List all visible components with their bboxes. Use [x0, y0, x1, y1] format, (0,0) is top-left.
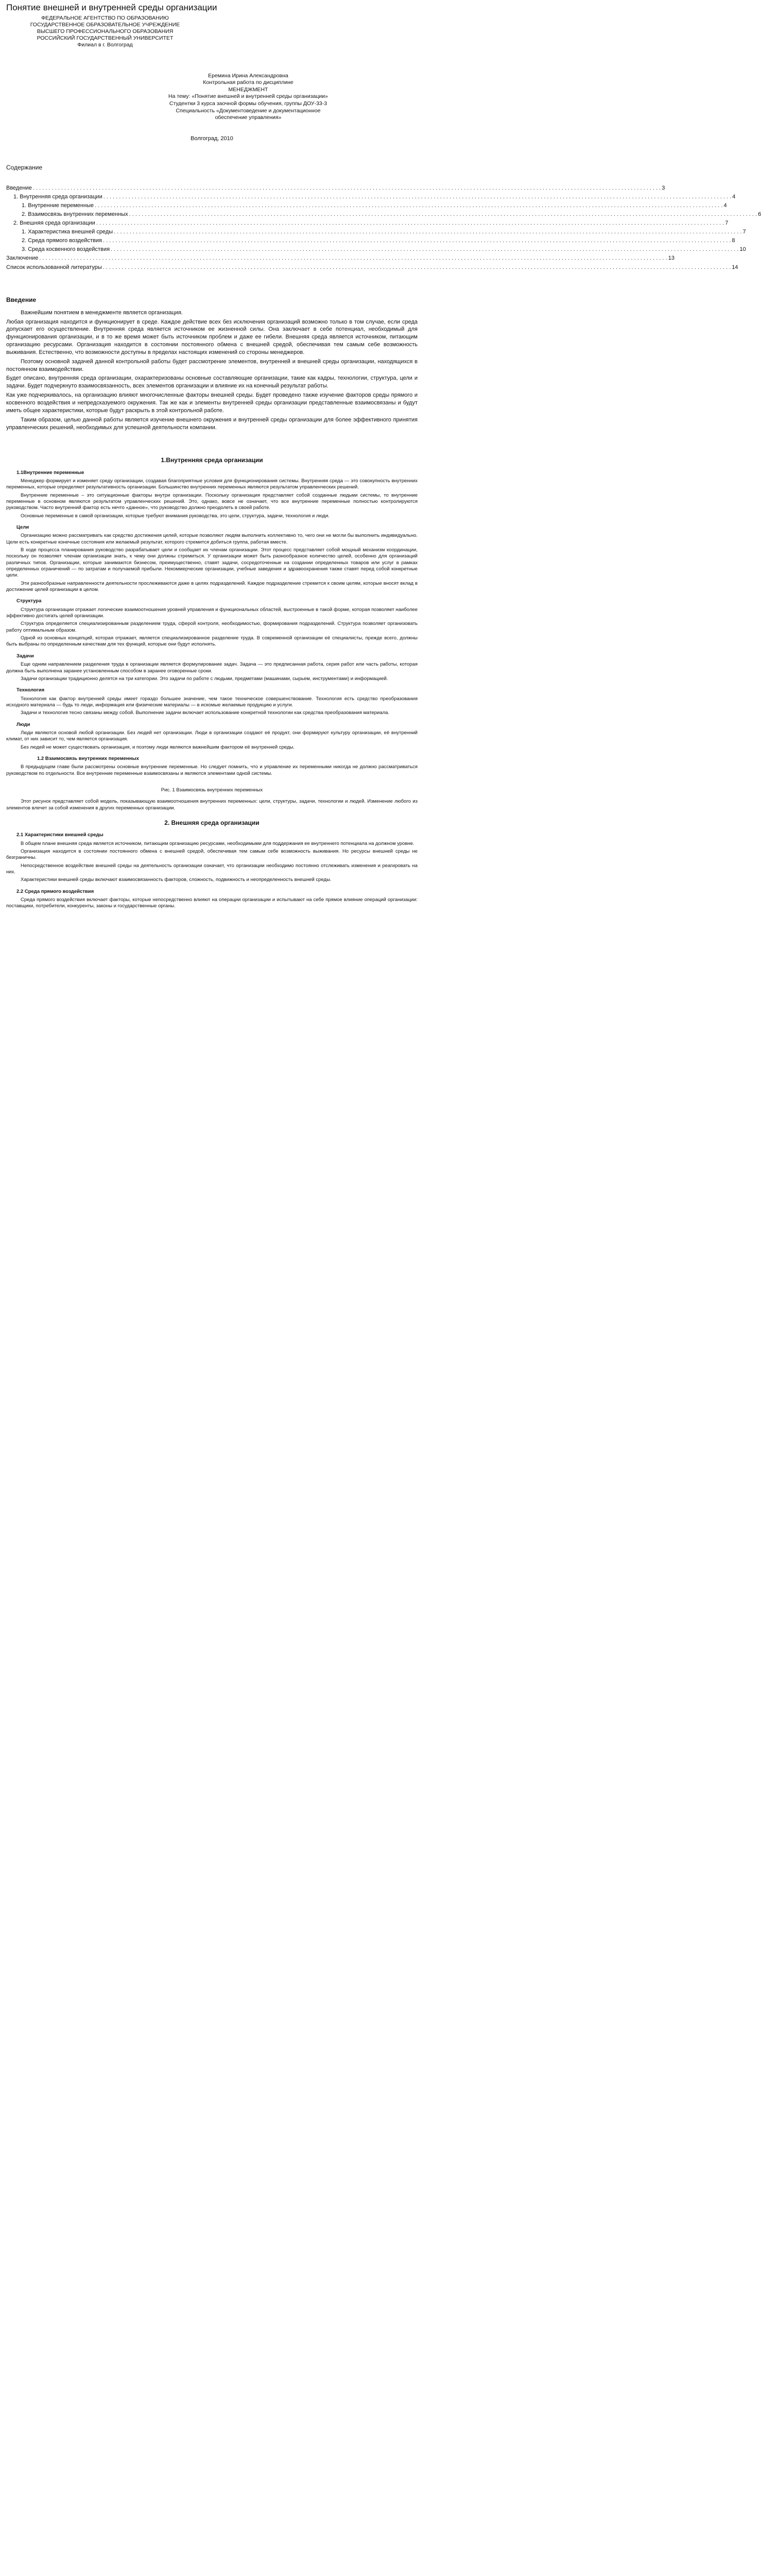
work-topic: На тему: «Понятие внешней и внутренней среды организации» [168, 93, 328, 100]
specialty-line: обеспечение управления» [215, 114, 282, 121]
toc-item[interactable] [6, 254, 674, 263]
toc-leader-dots: . . . . . . . . . . . . . . . . . . . . . . . . . . . . . . . . . . . . . . . . . . . . . . . . . . . . . . . . . . . . . . . . . . . . . . . . . . . . . . . . . . . . . . . . . . . . . . . . . . . . . . . . . . . . . . . . . . . . . . . . . . . . . . . . . . . . . . . . . . . . . . . . . . . . . . . . . . . . . . . . . . . . . . . . . . . . . . . . . . . . . . . . . . . . . . . . . . . . . . . . [95, 202, 723, 209]
section-2-heading: 2. Внешняя среда организации [164, 819, 260, 827]
specialty-line: Специальность «Документоведение и документационное [176, 107, 321, 114]
toc-item-label: Заключение [6, 255, 39, 262]
toc-item[interactable] [6, 210, 761, 219]
section-1-heading: 1.Внутренняя среда организации [161, 456, 263, 464]
toc-leader-dots: . . . . . . . . . . . . . . . . . . . . . . . . . . . . . . . . . . . . . . . . . . . . . . . . . . . . . . . . . . . . . . . . . . . . . . . . . . . . . . . . . . . . . . . . . . . . . . . . . . . . . . . . . . . . . . . . . . . . . . . . . . . . . . . . . . . . . . . . . . . . . . . . . . . . . . . . . . . . . . . . . . . . . . . . . . . . . . . . . . . . . . . . . . . . . . . . . . . . . . . . [102, 238, 731, 244]
toc-item-page: 8 [732, 238, 735, 244]
toc-item-page: 6 [758, 211, 761, 218]
intro-heading: Введение [6, 296, 37, 303]
toc-leader-dots: . . . . . . . . . . . . . . . . . . . . . . . . . . . . . . . . . . . . . . . . . . . . . . . . . . . . . . . . . . . . . . . . . . . . . . . . . . . . . . . . . . . . . . . . . . . . . . . . . . . . . . . . . . . . . . . . . . . . . . . . . . . . . . . . . . . . . . . . . . . . . . . . . . . . . . . . . . . . . . . . . . . . . . . . . . . . . . . . . . . . . . . . . . . . . . . . . . . . . . . . [114, 229, 742, 235]
toc-leader-dots: . . . . . . . . . . . . . . . . . . . . . . . . . . . . . . . . . . . . . . . . . . . . . . . . . . . . . . . . . . . . . . . . . . . . . . . . . . . . . . . . . . . . . . . . . . . . . . . . . . . . . . . . . . . . . . . . . . . . . . . . . . . . . . . . . . . . . . . . . . . . . . . . . . . . . . . . . . . . . . . . . . . . . . . . . . . . . . . . . . . . . . . . . . . . . . . . . . . . . . . . [103, 194, 732, 200]
toc-leader-dots: . . . . . . . . . . . . . . . . . . . . . . . . . . . . . . . . . . . . . . . . . . . . . . . . . . . . . . . . . . . . . . . . . . . . . . . . . . . . . . . . . . . . . . . . . . . . . . . . . . . . . . . . . . . . . . . . . . . . . . . . . . . . . . . . . . . . . . . . . . . . . . . . . . . . . . . . . . . . . . . . . . . . . . . . . . . . . . . . . . . . . . . . . . . . . . . . . . . . . . . . [32, 185, 661, 192]
intro-paragraph: Таким образом, целью данной работы является изучение внешнего окружения и внутренней среды организации для более эффективного принятия управленческих решений, необходимых для успешной деятельности компании. [6, 416, 418, 431]
toc-item-page: 4 [732, 194, 736, 200]
figure-caption: Рис. 1 Взаимосвязь внутренних переменных [161, 787, 263, 793]
structure-heading: Структура [16, 598, 42, 604]
toc-item-label: Список использованной литературы [6, 264, 102, 270]
toc-item-label: 1. Внутренняя среда организации [13, 194, 102, 200]
toc-item-page: 13 [668, 255, 674, 262]
body-paragraph: В общем плане внешняя среда является источником, питающим организацию ресурсами, необходимыми для поддержания ее внутреннего потенциала на должном уровне. [21, 840, 414, 846]
body-paragraph: Структура определяется специализированным разделением труда, сферой контроля, необходимостью, формирования подразделений. Структура позволяет организовать работу оптимальным образом. [6, 621, 418, 633]
subsection-heading: 1.2 Взаимосвязь внутренних переменных [37, 755, 139, 761]
technology-heading: Технология [16, 687, 45, 693]
work-type: Контрольная работа по дисциплине [203, 79, 293, 86]
toc-item[interactable] [6, 201, 727, 210]
toc-item-page: 3 [662, 185, 665, 192]
people-heading: Люди [16, 721, 30, 727]
body-paragraph: Технология как фактор внутренней среды имеет гораздо большее значение, чем такое техническое совершенствование. Технология есть средство преобразования исходного материала — будь то люди, информация или физические материалы — в искомые желаемые продукцию и услуги. [6, 696, 418, 708]
body-paragraph: Непосредственное воздействие внешней среды на деятельность организации означает, что организации необходимо постоянно отслеживать изменения и реагировать на них. [6, 862, 418, 875]
body-paragraph: Организацию можно рассматривать как средство достижения целей, которые позволяют людям выполнить коллективно то, чего они не могли бы выполнить индивидуально. Цели есть конкретные конечные состояния или желаемый результат, которого стремится добиться группа, работая вместе. [6, 533, 418, 545]
intro-paragraph: Любая организация находится и функционирует в среде. Каждое действие всех без исключения организаций возможно только в том случае, если среда допускает его осуществление. Внутренняя среда является источником ее жизненной силы. Она заключает в себе потенциал, необходимый для функционирования организации, и в то же время может быть источником проблем и даже ее гибели. Внешняя среда является источником, питающим организацию ресурсами. Организация находится в состоянии постоянного обмена с внешней средой, обеспечивая тем самым себе возможность выживания. Естественно, что возможности доступны в пределах настоящих изменений со стороны менеджеров. [6, 318, 418, 355]
toc-heading: Содержание [6, 163, 43, 171]
toc-item-label: 3. Среда косвенного воздействия [22, 246, 110, 253]
toc-item-label: 1. Характеристика внешней среды [22, 229, 113, 235]
body-paragraph: Внутренние переменные – это ситуационные факторы внутри организации. Поскольку организация представляет собой созданные людьми системы, то внутренние переменные в основном являются результатом управленческих решений. Это, однако, вовсе не означает, что все внутренние переменные полностью контролируются руководством. Часто внутренний фактор есть нечто «данное», что руководство должно преодолеть в своей работе. [6, 492, 418, 511]
goals-heading: Цели [16, 524, 29, 530]
intro-paragraph: Будет описано, внутренняя среда организации, охарактеризованы основные составляющие организации, такие как кадры, технологии, структура, цели и задачи. Будет подчеркнуто взаимосвязанность, всех элементов организации и влияние их на конечный результат работы. [6, 375, 418, 389]
toc-item[interactable] [6, 245, 746, 254]
university-line: ВЫСШЕГО ПРОФЕССИОНАЛЬНОГО ОБРАЗОВАНИЯ [37, 28, 174, 35]
toc-item-page: 7 [742, 229, 746, 235]
city-year: Волгоград, 2010 [191, 135, 233, 142]
body-paragraph: Характеристики внешней среды включают взаимосвязанность факторов, сложность, подвижность и неопределенность внешней среды. [21, 877, 332, 883]
toc-leader-dots: . . . . . . . . . . . . . . . . . . . . . . . . . . . . . . . . . . . . . . . . . . . . . . . . . . . . . . . . . . . . . . . . . . . . . . . . . . . . . . . . . . . . . . . . . . . . . . . . . . . . . . . . . . . . . . . . . . . . . . . . . . . . . . . . . . . . . . . . . . . . . . . . . . . . . . . . . . . . . . . . . . . . . . . . . . . . . . . . . . . . . . . . . . . . . . . . . . . . . . . . [129, 211, 757, 218]
toc-item[interactable] [6, 219, 729, 228]
title-block [161, 73, 336, 122]
toc-item[interactable] [6, 228, 746, 236]
toc-item-page: 4 [723, 202, 727, 209]
toc-item[interactable] [6, 184, 665, 193]
body-paragraph: В ходе процесса планирования руководство разрабатывает цели и сообщает их членам организации. Этот процесс представляет собой мощный механизм координации, поскольку он позволяет членам организации знать, к чему они должны стремиться. У организации может быть разнообразное количество целей, особенно для организаций различных типов. Организации, которые занимаются бизнесом, преимущественно, ставят задачи, сосредоточенные на создании определенных товаров или услуг в рамках определенных ограничений — по затратам и получаемой прибыли. Некоммерческие организации, учебные заведения и здравоохранения также ставят перед собой конкретные цели. [6, 547, 418, 579]
university-line: РОССИЙСКИЙ ГОСУДАРСТВЕННЫЙ УНИВЕРСИТЕТ [37, 35, 174, 42]
toc-leader-dots: . . . . . . . . . . . . . . . . . . . . . . . . . . . . . . . . . . . . . . . . . . . . . . . . . . . . . . . . . . . . . . . . . . . . . . . . . . . . . . . . . . . . . . . . . . . . . . . . . . . . . . . . . . . . . . . . . . . . . . . . . . . . . . . . . . . . . . . . . . . . . . . . . . . . . . . . . . . . . . . . . . . . . . . . . . . . . . . . . . . . . . . . . . . . . . . . . . . . . . . . [111, 246, 739, 253]
body-paragraph: Этот рисунок представляет собой модель, показывающую взаимоотношения внутренних переменных: цели, структуры, задачи, технологии и людей. Изменение любого из элементов влечет за собой изменения в других переменных организации. [6, 799, 418, 811]
body-paragraph: В предыдущем главе были рассмотрены основные внутренние переменные. Но следует помнить, что и управление их переменными никогда не должно рассматриваться руководством по отдельности. Все внутренние переменные взаимосвязаны и являются элементами одной системы. [6, 764, 418, 776]
body-paragraph: Задачи организации традиционно делятся на три категории. Это задачи по работе с людьми, предметами (машинами, сырьем, инструментами) и информацией. [21, 675, 388, 682]
intro-paragraph: Как уже подчеркивалось, на организацию влияют многочисленные факторы внешней среды. Будет проведено также изучение факторов среды прямого и косвенного воздействия и непредсказуемого окружения. Так же как и элементы внутренней среды организации представленные взаимосвязаны и будут иметь общее характеристики, которые будут раскрыть в этой контрольной работе. [6, 392, 418, 414]
body-paragraph: Структура организации отражает логические взаимоотношения уровней управления и функциональных областей, выстроенные в такой форме, которая позволяет наиболее эффективно достигать целей организации. [6, 606, 418, 619]
body-paragraph: Люди являются основой любой организации. Без людей нет организации. Люди в организации создают её продукт, они формируют культуру организации, её внутренний климат, от них зависит то, чем является организация. [6, 730, 418, 742]
intro-paragraph: Поэтому основной задачей данной контрольной работы будет рассмотрение элементов, внутренней и внешней среды организации, находящихся в постоянном взаимодействии. [6, 358, 418, 372]
page-title: Понятие внешней и внутренней среды организации [6, 3, 217, 12]
subsection-heading: 2.1 Характеристики внешней среды [16, 832, 103, 838]
subsection-heading: 2.2 Среда прямого воздействия [16, 888, 94, 894]
toc-item-label: 1. Внутренние переменные [22, 202, 94, 209]
university-line: Филиал в г. Волгоград [77, 42, 133, 48]
author-name: Еремина Ирина Александровна [208, 72, 288, 79]
toc-leader-dots: . . . . . . . . . . . . . . . . . . . . . . . . . . . . . . . . . . . . . . . . . . . . . . . . . . . . . . . . . . . . . . . . . . . . . . . . . . . . . . . . . . . . . . . . . . . . . . . . . . . . . . . . . . . . . . . . . . . . . . . . . . . . . . . . . . . . . . . . . . . . . . . . . . . . . . . . . . . . . . . . . . . . . . . . . . . . . . . . . . . . . . . . . . . . . . . . . . . . . . . . [96, 220, 724, 227]
body-paragraph: Без людей не может существовать организация, и поэтому люди являются важнейшим фактором её внутренней среды. [21, 744, 295, 750]
toc-item-label: 2. Взаимосвязь внутренних переменных [22, 211, 128, 218]
toc-item-page: 7 [725, 220, 729, 227]
body-paragraph: Еще одним направлением разделения труда в организации является формулирование задач. Задача — это предписанная работа, серия работ или часть работы, которая должна быть выполнена заранее установленным способом в заранее оговоренные сроки. [6, 662, 418, 674]
university-header [12, 15, 198, 49]
subsection-heading: 1.1Внутренние переменные [16, 469, 84, 476]
university-line: ФЕДЕРАЛЬНОЕ АГЕНТСТВО ПО ОБРАЗОВАНИЮ [41, 14, 169, 21]
university-line: ГОСУДАРСТВЕННОЕ ОБРАЗОВАТЕЛЬНОЕ УЧРЕЖДЕНИЕ [30, 22, 180, 28]
toc-item-label: 2. Внешняя среда организации [13, 220, 95, 227]
student-info: Студентки 3 курса заочной формы обучения, группы ДОУ-33-3 [169, 100, 327, 107]
toc-item-label: 2. Среда прямого воздействия [22, 238, 102, 244]
toc-leader-dots: . . . . . . . . . . . . . . . . . . . . . . . . . . . . . . . . . . . . . . . . . . . . . . . . . . . . . . . . . . . . . . . . . . . . . . . . . . . . . . . . . . . . . . . . . . . . . . . . . . . . . . . . . . . . . . . . . . . . . . . . . . . . . . . . . . . . . . . . . . . . . . . . . . . . . . . . . . . . . . . . . . . . . . . . . . . . . . . . . . . . . . . . . . . . . . . . . . . . . . . . [39, 255, 667, 262]
body-paragraph: Менеджер формирует и изменяет среду организации, создавая благоприятные условия для функционирования системы. Внутренняя среда — это совокупность внутренних переменных, которые определяют результативность организации. Большинство внутренних переменных являются результатом управленческих решений. [6, 478, 418, 490]
toc-item-page: 10 [739, 246, 746, 253]
toc-item[interactable] [6, 263, 738, 272]
body-paragraph: Задачи и технология тесно связаны между собой. Выполнение задачи включает использование конкретной технологии как средства преобразования материала. [21, 710, 390, 716]
toc-item-label: Введение [6, 185, 32, 192]
table-of-contents [6, 184, 761, 272]
toc-leader-dots: . . . . . . . . . . . . . . . . . . . . . . . . . . . . . . . . . . . . . . . . . . . . . . . . . . . . . . . . . . . . . . . . . . . . . . . . . . . . . . . . . . . . . . . . . . . . . . . . . . . . . . . . . . . . . . . . . . . . . . . . . . . . . . . . . . . . . . . . . . . . . . . . . . . . . . . . . . . . . . . . . . . . . . . . . . . . . . . . . . . . . . . . . . . . . . . . . . . . . . . . [102, 264, 731, 270]
toc-item-page: 14 [732, 264, 738, 270]
toc-item[interactable] [6, 193, 736, 201]
subject: МЕНЕДЖМЕНТ [228, 86, 268, 93]
body-paragraph: Одной из основных концепций, которая отражает, является специализированное разделение труда. В современной организации её специалисты, прежде всего, должны быть выбраны по определенным качествам для тех функций, которые они будут исполнять. [6, 635, 418, 648]
intro-paragraph: Важнейшим понятием в менеджменте является организация. [21, 309, 183, 316]
tasks-heading: Задачи [16, 653, 34, 659]
body-paragraph: Организация находится в состоянии постоянного обмена с внешней средой, обеспечивая тем самым себе возможность выживания. Но ресурсы внешней среды не безграничны. [6, 848, 418, 861]
body-paragraph: Эти разнообразные направленности деятельности прослеживаются даже в целях подразделений. Каждое подразделение стремится к своим целям, которые вносят вклад в достижение целей организации в целом. [6, 580, 418, 593]
toc-item[interactable] [6, 236, 735, 245]
body-paragraph: Среда прямого воздействия включает факторы, которые непосредственно влияют на операции организации и испытывают на себе прямое влияние операций организации: поставщики, потребители, конкуренты, законы и государственные органы. [6, 896, 418, 909]
body-paragraph: Основные переменные в самой организации, которые требуют внимания руководства, это цели, структура, задачи, технология и люди. [21, 513, 330, 519]
